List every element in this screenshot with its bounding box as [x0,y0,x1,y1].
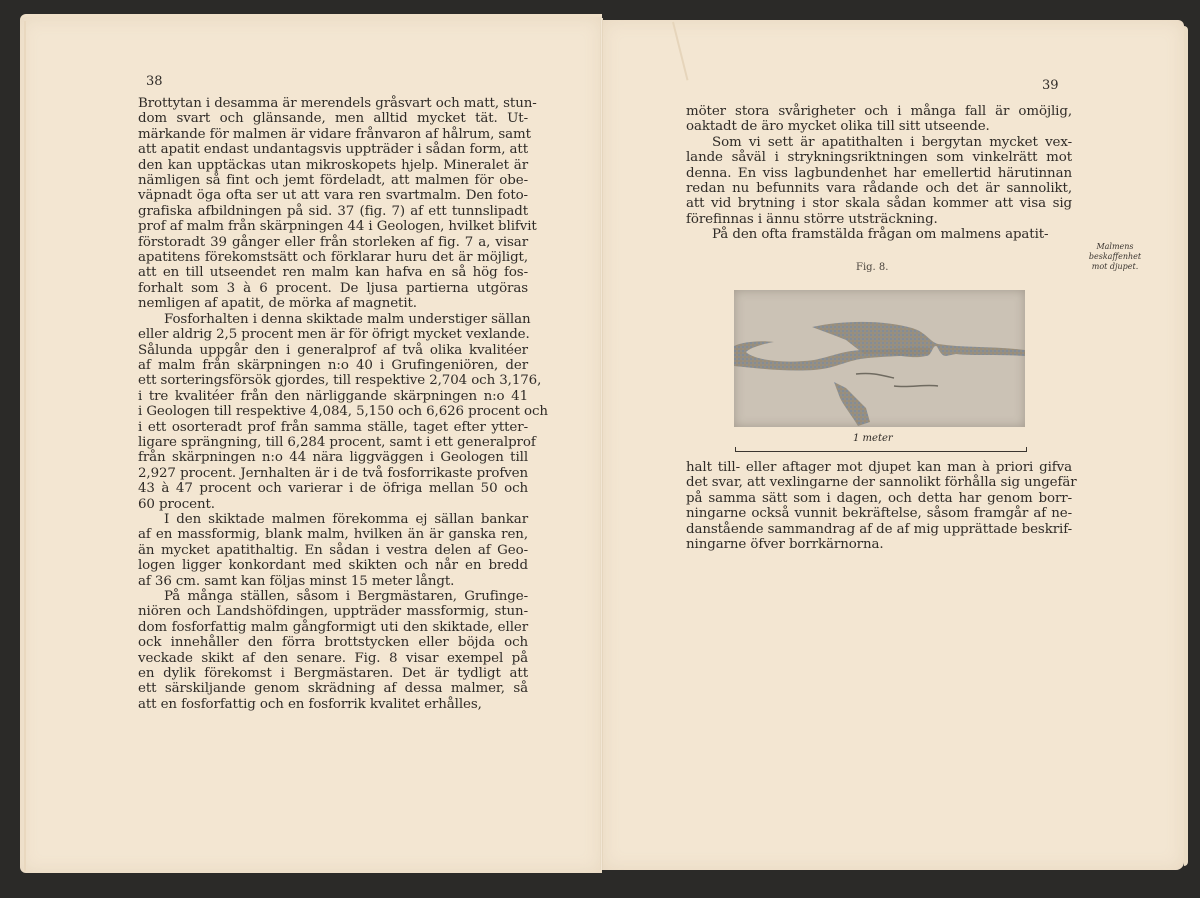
text-line: dom svart och glänsande, men alltid mycket tät. Ut- [138,111,528,127]
paragraph [686,135,1072,227]
figure-caption: Fig. 8. [856,262,889,273]
text-line: den kan upptäckas utan mikroskopets hjelp. Mineralet är [138,157,528,173]
text-line: i Geologen till respektive 4,084, 5,150 och 6,626 procent och [138,404,548,420]
text-line: halt till- eller aftager mot djupet kan man à priori gifva [686,460,1072,475]
text-line: 2,927 procent. Jernhalten är i de två fosforrikaste profven [138,465,528,481]
text-line: danstående sammandrag af de af mig upprättade beskrif- [686,521,1072,537]
text-line: På den ofta framstälda frågan om malmens apatit- [712,227,1049,243]
text-line: dom fosforfattig malm gångformigt uti den skiktade, eller [138,619,528,635]
text-line: af 36 cm. samt kan följas minst 15 meter långt. [138,573,455,589]
text-line: prof af malm från skärpningen 44 i Geologen, hvilket blifvit [138,219,537,235]
right-page-body-top [686,104,1072,243]
text-line: på samma sätt som i dagen, och detta har genom borr- [686,490,1072,506]
page-number-right: 39 [1042,78,1059,93]
vein-streak-2 [894,385,938,386]
text-line: 60 procent. [138,496,215,512]
text-line: märkande för malmen är vidare frånvaron af hålrum, samt [138,126,531,142]
text-line: oaktadt de äro mycket olika till sitt utseende. [686,119,990,135]
text-line: ningarne öfver borrkärnorna. [686,537,884,553]
text-line: apatitens förekomstsätt och förklarar huru det är möjligt, [138,250,528,266]
text-line: logen ligger konkordant med skikten och når en bredd [138,558,528,574]
text-line: forhalt som 3 à 6 procent. De ljusa partierna utgöras [138,280,528,296]
text-line: ningarne också vunnit bekräftelse, såsom framgår af ne- [686,506,1072,522]
text-line: af malm från skärpningen n:o 40 i Grufingeniören, der [138,357,528,373]
margin-note-line: beskaffenhet [1088,252,1142,261]
text-line: nemligen af apatit, de mörka af magnetit. [138,296,417,312]
left-page-body [138,96,548,712]
vein-fragment [834,382,870,426]
ore-vein-drawing [734,290,1025,427]
paragraph [138,96,537,312]
text-line: Fosforhalten i denna skiktade malm understiger sällan [164,311,531,327]
text-line: en dylik förekomst i Bergmästaren. Det är tydligt att [138,666,528,682]
paragraph [686,227,1072,242]
text-line: väpnadt öga ofta ser ut att vara ren svartmalm. Den foto- [138,188,528,204]
text-line: denna. En viss lagbundenhet har emellertid härutinnan [686,165,1072,181]
vein-streak-1 [856,373,894,378]
paragraph [138,589,528,712]
text-line: af en massformig, blank malm, hvilken än är ganska ren, [138,527,528,543]
text-line: att en fosforfattig och en fosforrik kvalitet erhålles, [138,696,482,712]
scale-bar [735,447,1027,452]
text-line: från skärpningen n:o 44 nära liggväggen i Geologen till [138,450,528,466]
margin-note [1078,242,1152,272]
text-line: förstoradt 39 gånger eller från storleken af fig. 7 a, visar [138,234,528,250]
text-line: ligare sprängning, till 6,284 procent, samt i ett generalprof [138,434,536,450]
text-line: ett särskiljande genom skrädning af dessa malmer, så [138,681,528,697]
text-line: redan nu befunnits vara rådande och det är sannolikt, [686,181,1072,197]
margin-note-line: mot djupet. [1091,262,1139,271]
text-line: 43 à 47 procent och varierar i de öfriga mellan 50 och [138,481,528,497]
text-line: att vid brytning i stor skala sådan kommer att visa sig [686,196,1072,212]
text-line: att en till utseendet ren malm kan hafva en så hög fos- [138,265,528,281]
text-line: ett sorteringsförsök gjordes, till respektive 2,704 och 3,176, [138,373,542,389]
text-line: förefinnas i ännu större utsträckning. [686,211,938,227]
text-line: niören och Landshöfdingen, uppträder massformig, stun- [138,604,528,620]
paragraph [138,311,548,512]
paragraph [686,460,1077,553]
right-page-body-bottom [686,460,1077,553]
figure-8-illustration [734,290,1025,427]
text-line: ock innehåller den förra brottstycken eller böjda och [138,635,528,651]
text-line: nämligen så fint och jemt fördeladt, att malmen för obe- [138,173,528,189]
text-line: Brottytan i desamma är merendels gråsvart och matt, stun- [138,96,537,111]
book-gutter [600,18,603,870]
text-line: än mycket apatithaltig. En sådan i vestra delen af Geo- [138,542,528,558]
paragraph [686,104,1072,135]
text-line: det svar, att vexlingarne der sannolikt förhålla sig ungefär [686,475,1077,491]
margin-note-line: Malmens [1096,242,1134,251]
page-number-left: 38 [146,74,163,89]
text-line: grafiska afbildningen på sid. 37 (fig. 7) af ett tunnslipadt [138,203,528,219]
text-line: Som vi sett är apatithalten i bergytan mycket vex- [712,134,1072,150]
text-line: veckade skikt af den senare. Fig. 8 visar exempel på [138,650,528,666]
paragraph [138,512,528,589]
text-line: i ett osorteradt prof från samma ställe, taget efter ytter- [138,419,528,435]
text-line: i tre kvalitéer från den närliggande skärpningen n:o 41 [138,388,528,404]
text-line: lande såväl i strykningsriktningen som vinkelrätt mot [686,150,1072,166]
text-line: I den skiktade malmen förekomma ej sällan bankar [164,511,528,527]
text-line: eller aldrig 2,5 procent men är för öfrigt mycket vexlande. [138,327,530,343]
scale-label: 1 meter [853,433,893,444]
text-line: möter stora svårigheter och i många fall är omöjlig, [686,104,1072,119]
text-line: På många ställen, såsom i Bergmästaren, Grufinge- [164,589,528,604]
text-line: Sålunda uppgår den i generalprof af två olika kvalitéer [138,342,528,358]
text-line: att apatit endast undantagsvis uppträder i sådan form, att [138,142,528,158]
